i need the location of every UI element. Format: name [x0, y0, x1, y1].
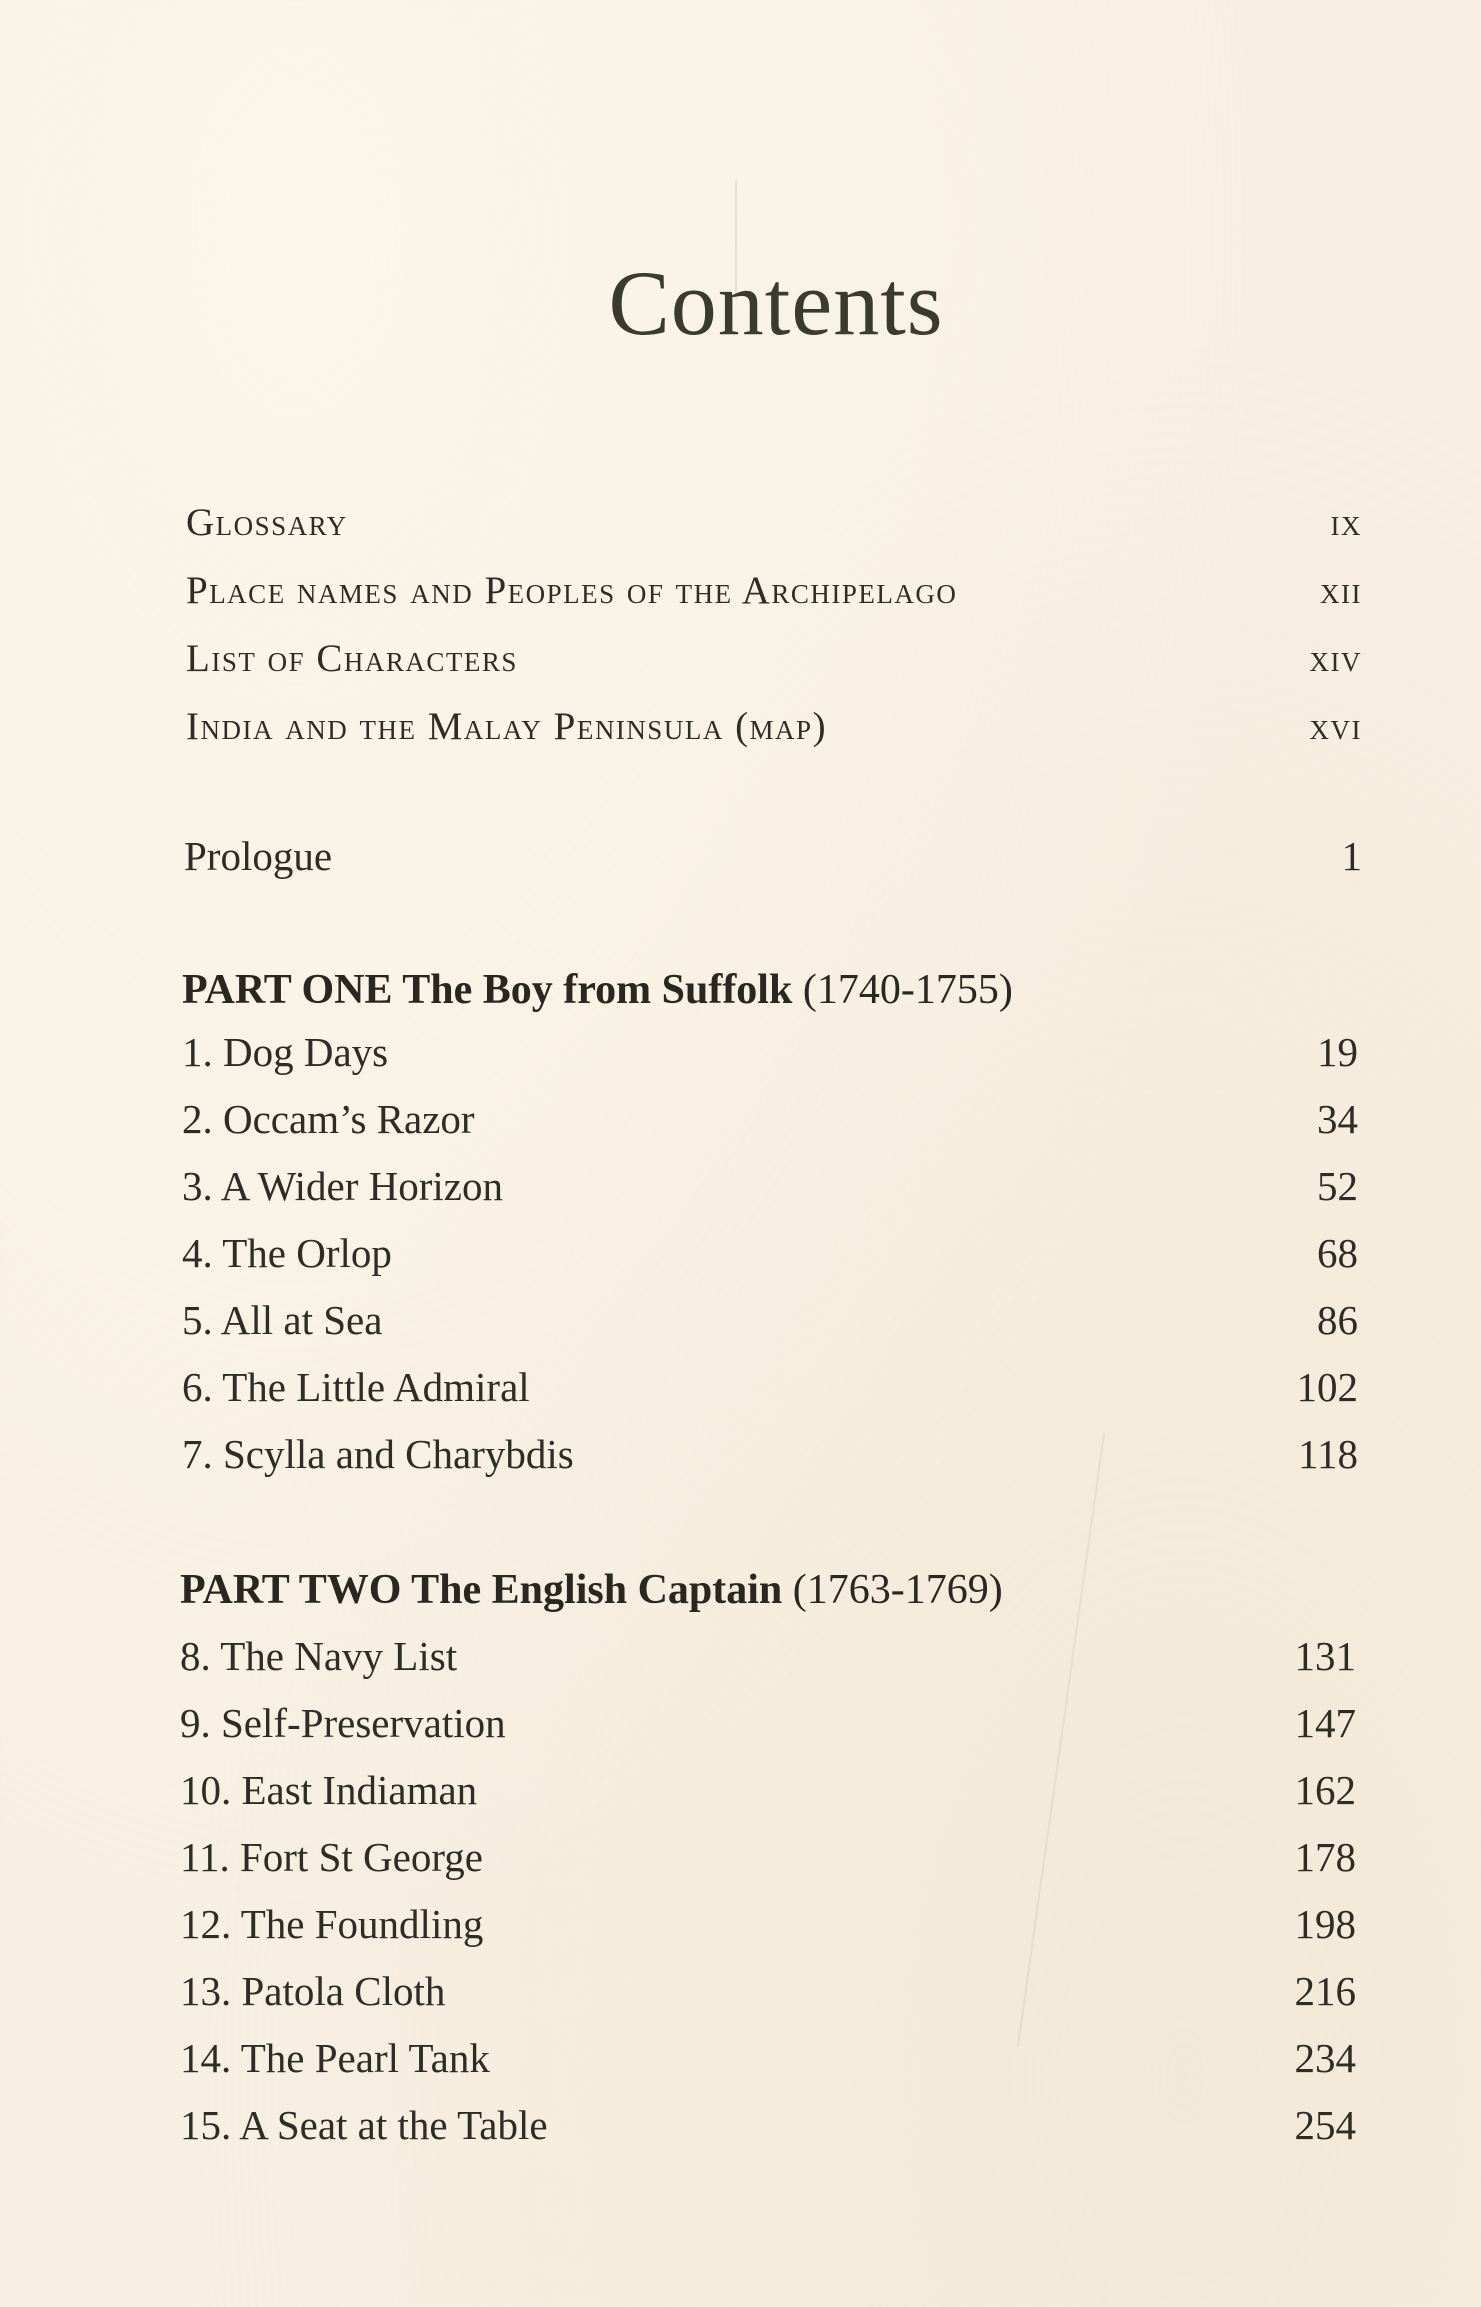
- front-matter-row: [186, 500, 1362, 568]
- chapter-title: 6. The Little Admiral: [182, 1364, 530, 1410]
- chapter-title: 4. The Orlop: [182, 1230, 392, 1276]
- chapter-title: 2. Occam’s Razor: [182, 1096, 475, 1142]
- front-matter-row: [186, 636, 1362, 704]
- front-matter-label: List of Characters: [186, 637, 518, 680]
- front-matter-row: [186, 568, 1362, 636]
- chapter-row: [180, 1632, 1356, 1699]
- chapter-page: 131: [1294, 1633, 1356, 1679]
- chapter-page: 254: [1294, 2102, 1356, 2148]
- front-matter-row: [186, 704, 1362, 772]
- chapter-title: 14. The Pearl Tank: [180, 2035, 490, 2081]
- chapter-row: [182, 1095, 1358, 1162]
- chapter-page: 102: [1296, 1364, 1358, 1410]
- chapter-title: 12. The Foundling: [180, 1901, 484, 1947]
- page-title: Contents: [608, 252, 944, 354]
- chapter-row: [180, 2034, 1356, 2101]
- chapter-row: [180, 1900, 1356, 1967]
- chapter-page: 52: [1317, 1163, 1358, 1209]
- prologue-page: 1: [1341, 833, 1362, 879]
- chapter-page: 198: [1294, 1901, 1356, 1947]
- part-heading: [180, 1566, 1003, 1614]
- chapter-page: 147: [1294, 1700, 1356, 1746]
- front-matter-page: xiv: [1309, 637, 1362, 680]
- chapter-page: 19: [1317, 1029, 1358, 1075]
- chapter-row: [180, 1833, 1356, 1900]
- chapter-row: [182, 1229, 1358, 1296]
- part-date-range: (1740-1755): [802, 967, 1013, 1013]
- front-matter-label: Place names and Peoples of the Archipelago: [186, 569, 958, 612]
- part-date-range: (1763-1769): [792, 1567, 1003, 1613]
- chapter-title: 15. A Seat at the Table: [180, 2102, 548, 2148]
- part-heading: [182, 966, 1013, 1014]
- chapter-title: 3. A Wider Horizon: [182, 1163, 503, 1209]
- chapter-row: [180, 1699, 1356, 1766]
- chapter-row: [182, 1430, 1358, 1497]
- chapter-row: [180, 1967, 1356, 2034]
- chapter-page: 178: [1294, 1834, 1356, 1880]
- chapter-title: 10. East Indiaman: [180, 1767, 478, 1813]
- chapter-page: 34: [1317, 1096, 1358, 1142]
- prologue-label: Prologue: [184, 833, 333, 879]
- chapter-page: 68: [1317, 1230, 1358, 1276]
- chapter-row: [180, 2101, 1356, 2168]
- chapter-list: [180, 1632, 1356, 2168]
- front-matter-label: India and the Malay Peninsula (map): [186, 705, 828, 748]
- chapter-title: 8. The Navy List: [180, 1633, 458, 1679]
- chapter-title: 9. Self-Preservation: [180, 1700, 506, 1746]
- chapter-title: 1. Dog Days: [182, 1029, 389, 1075]
- chapter-row: [182, 1363, 1358, 1430]
- chapter-title: 11. Fort St George: [180, 1834, 483, 1880]
- part-title: PART ONE The Boy from Suffolk: [182, 967, 793, 1013]
- chapter-title: 7. Scylla and Charybdis: [182, 1431, 574, 1477]
- part-title: PART TWO The English Captain: [180, 1567, 783, 1613]
- chapter-page: 86: [1317, 1297, 1358, 1343]
- chapter-page: 162: [1294, 1767, 1356, 1813]
- front-matter-page: xvi: [1309, 705, 1362, 748]
- chapter-page: 234: [1294, 2035, 1356, 2081]
- chapter-list: [182, 1028, 1358, 1497]
- chapter-row: [182, 1296, 1358, 1363]
- prologue-row: [184, 832, 1362, 880]
- chapter-row: [182, 1028, 1358, 1095]
- chapter-row: [182, 1162, 1358, 1229]
- chapter-page: 216: [1294, 1968, 1356, 2014]
- chapter-page: 118: [1298, 1431, 1358, 1477]
- front-matter-page: xii: [1320, 569, 1362, 612]
- chapter-title: 5. All at Sea: [182, 1297, 383, 1343]
- chapter-row: [180, 1766, 1356, 1833]
- front-matter-page: ix: [1330, 501, 1362, 544]
- front-matter-list: [186, 500, 1362, 772]
- front-matter-label: Glossary: [186, 501, 348, 544]
- chapter-title: 13. Patola Cloth: [180, 1968, 446, 2014]
